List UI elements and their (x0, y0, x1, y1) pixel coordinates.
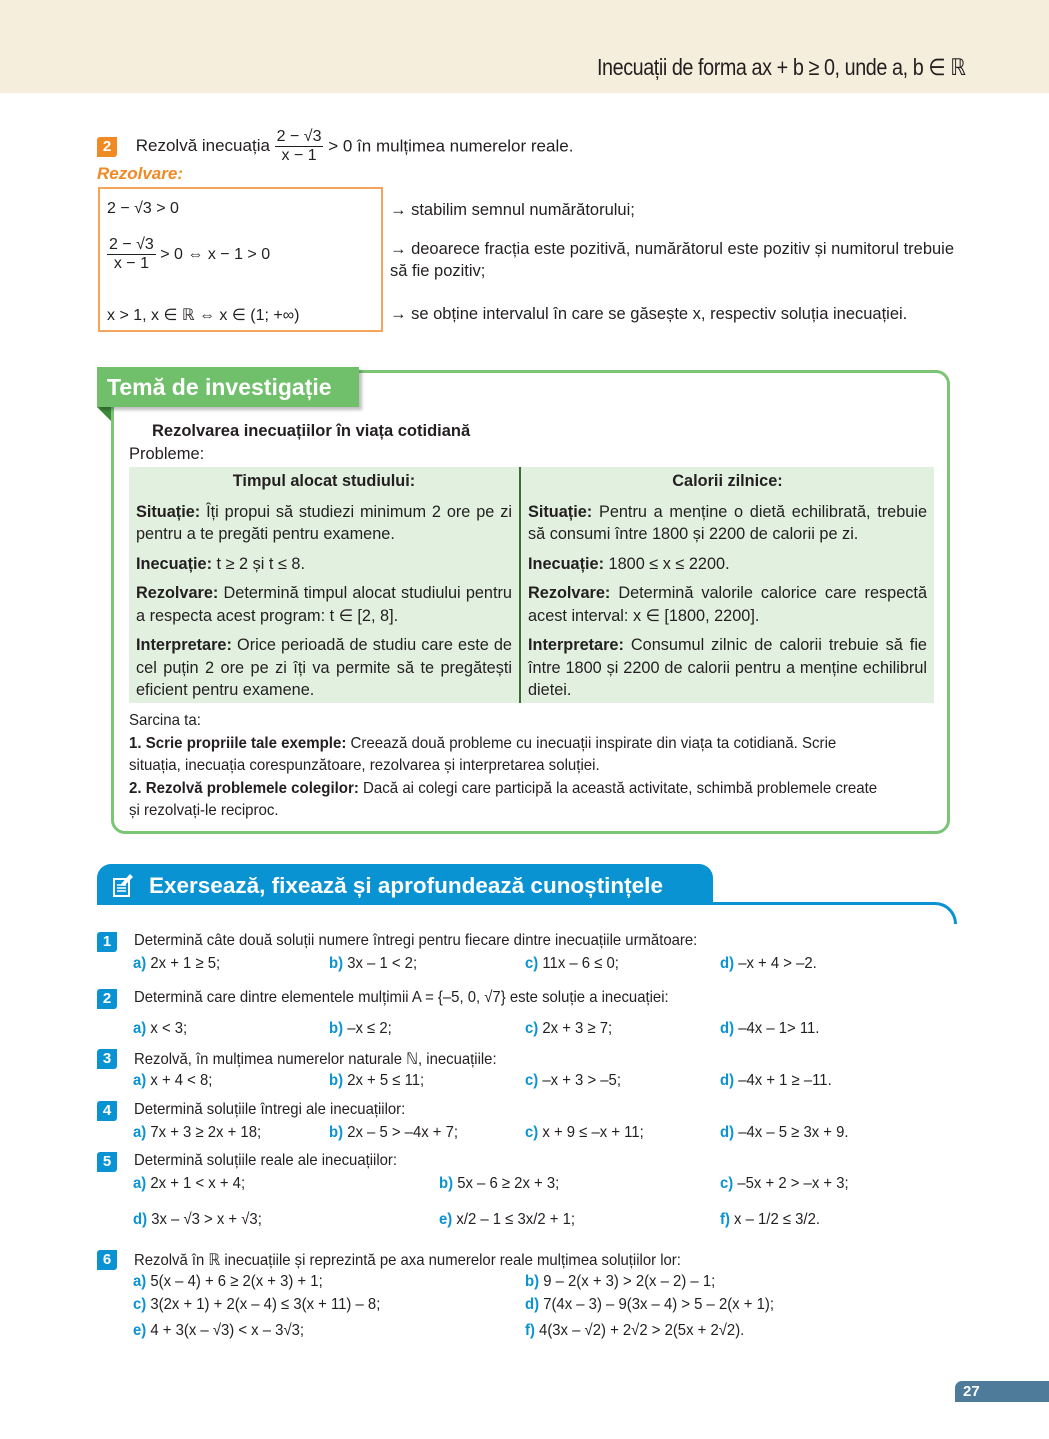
chapter-title: Inecuații de forma ax + b ≥ 0, unde a, b ∈ ℝ (596, 54, 965, 80)
problem-column-study (129, 467, 519, 703)
task-2: 2. Rezolvă problemele colegilor: Dacă ai colegi care participă la această activitate, schimbă problemele create și rezolvați-le reciproc. (129, 779, 878, 819)
situatie: Situație: Pentru a menține o dietă echilibrată, trebuie să consumi între 1800 și 2200 de calorii pe zi. (528, 502, 928, 543)
exercise-number-badge: 6 (97, 1250, 117, 1270)
exercise-item: d) 7(4x – 3) – 9(3x – 4) > 5 – 2(x + 1); (525, 1296, 774, 1313)
exercise-1: 1 Determină câte două soluții numere întregi pentru fiecare dintre inecuațiile următoare: (97, 932, 117, 952)
exercise-item: b) 3x – 1 < 2; (329, 955, 418, 972)
exercise-item: a) 2x + 1 < x + 4; (133, 1175, 246, 1192)
exercise-item: c) x + 9 ≤ –x + 11; (525, 1124, 644, 1141)
exercise-item: b) 9 – 2(x + 3) > 2(x – 2) – 1; (525, 1273, 716, 1290)
solution-step-1: 2 − √3 > 0 (107, 200, 179, 217)
solution-step-3: x > 1, x ∈ ℝ ⇔ x ∈ (1; +∞) (107, 307, 300, 324)
step-note-1: → stabilim semnul numărătorului; (390, 201, 635, 219)
exercise-item: b) 5x – 6 ≥ 2x + 3; (439, 1175, 560, 1192)
exercise-item: a) x < 3; (133, 1020, 188, 1037)
exercise-item: d) –4x – 1> 11. (720, 1020, 820, 1037)
investigation-subtitle: Rezolvarea inecuațiilor în viața cotidiană (152, 422, 471, 440)
rezolvare: Rezolvare: Determină valorile calorice care respectă acest interval: x ∈ [1800, 2200]. (528, 584, 927, 625)
solution-step-2: $\frac{2 - √3}{x - 1}$ > 0 ⇔ x − 1 > 0 (109, 236, 271, 273)
exercise-item: d) –x + 4 > –2. (720, 955, 817, 972)
exercise-6: 6 Rezolvă în ℝ inecuațiile și reprezintă pe axa numerelor reale mulțimea soluțiilor lor: (97, 1250, 117, 1270)
exercise-number-badge: 2 (97, 989, 117, 1009)
exercise-item: a) 5(x – 4) + 6 ≥ 2(x + 3) + 1; (133, 1273, 323, 1290)
exercise-item: d) 3x – √3 > x + √3; (133, 1211, 262, 1228)
exercise-item: a) 7x + 3 ≥ 2x + 18; (133, 1124, 262, 1141)
column-heading: Timpul alocat studiului: (232, 472, 416, 490)
column-heading: Calorii zilnice: (672, 472, 783, 490)
exercise-2: 2 Determină care dintre elementele mulțimii A = {–5, 0, √7} este soluție a inecuației: (97, 989, 117, 1009)
tab-fold (97, 407, 111, 421)
exercise-item: c) 3(2x + 1) + 2(x – 4) ≤ 3(x + 11) – 8; (133, 1296, 381, 1313)
exercise-item: c) –x + 3 > –5; (525, 1072, 621, 1089)
exercise-5: 5 Determină soluțiile reale ale inecuațiilor: (97, 1152, 117, 1172)
exercise-item: b) 2x + 5 ≤ 11; (329, 1072, 425, 1089)
inecuatie: Inecuație: 1800 ≤ x ≤ 2200. (528, 554, 730, 573)
exercise-item: a) x + 4 < 8; (133, 1072, 213, 1089)
exercise-item: c) 2x + 3 ≥ 7; (525, 1020, 613, 1037)
example-number-badge: 2 (97, 137, 117, 157)
exercise-item: b) 2x – 5 > –4x + 7; (329, 1124, 459, 1141)
page-header (0, 0, 1049, 93)
exercise-item: e) x/2 – 1 ≤ 3x/2 + 1; (439, 1211, 575, 1228)
exercise-number-badge: 1 (97, 932, 117, 952)
inecuatie: Inecuație: t ≥ 2 și t ≤ 8. (136, 554, 305, 573)
question-prefix: Rezolvă inecuația (135, 136, 270, 156)
rezolvare: Rezolvare: Determină timpul alocat studiului pentru a respecta acest program: t ∈ [2, 8]. (136, 584, 512, 625)
probleme-label: Probleme: (129, 445, 205, 463)
exercise-item: f) 4(3x – √2) + 2√2 > 2(5x + 2√2). (525, 1322, 745, 1339)
example-2-question (97, 128, 573, 166)
exercise-item: c) –5x + 2 > –x + 3; (720, 1175, 849, 1192)
exercise-number-badge: 4 (97, 1101, 117, 1121)
exercise-number-badge: 3 (97, 1049, 117, 1069)
exercise-number-badge: 5 (97, 1152, 117, 1172)
task-1: 1. Scrie propriile tale exemple: Creează două probleme cu inecuații inspirate din viața ta cotidiană. Scrie situația, inecuația corespunzătoare, rezolvarea și interpretarea soluției. (129, 734, 837, 774)
exercise-item: c) 11x – 6 ≤ 0; (525, 955, 619, 972)
problem-column-calories (519, 467, 934, 703)
interpretare: Interpretare: Consumul zilnic de calorii trebuie să fie între 1800 și 2200 de calorii pentru a menține echilibrul dietei. (528, 636, 927, 699)
exercise-item: f) x – 1/2 ≤ 3/2. (720, 1211, 820, 1228)
rezolvare-label: Rezolvare: (97, 164, 183, 183)
page-number: 27 (955, 1381, 1049, 1402)
exercises-section-title: Exersează, fixează și aprofundează cunoștințele (97, 864, 713, 905)
exercise-4: 4 Determină soluțiile întregi ale inecuațiilor: (97, 1101, 117, 1121)
investigation-tab-title: Temă de investigație (97, 367, 359, 407)
exercise-3: 3 Rezolvă, în mulțimea numerelor naturale ℕ, inecuațiile: (97, 1049, 117, 1069)
situatie: Situație: Îți propui să studiezi minimum 2 ore pe zi pentru a te pregăti pentru examene. (136, 502, 512, 543)
problems-table (129, 467, 934, 703)
question-suffix: > 0 în mulțimea numerelor reale. (328, 136, 574, 156)
task-section (129, 710, 890, 823)
exercise-item: e) 4 + 3(x – √3) < x – 3√3; (133, 1322, 305, 1339)
notepad-pencil-icon (113, 873, 133, 897)
section-underline-curve (925, 902, 957, 924)
sarcina-label: Sarcina ta: (129, 712, 201, 729)
exercise-item: a) 2x + 1 ≥ 5; (133, 955, 221, 972)
interpretare: Interpretare: Orice perioadă de studiu care este de cel puțin 2 ore pe zi îți va permite să te pregătești eficient pentru examene. (136, 636, 512, 699)
step-note-3: → se obține intervalul în care se găsește x, respectiv soluția inecuației. (390, 305, 908, 323)
exercise-item: d) –4x – 5 ≥ 3x + 9. (720, 1124, 849, 1141)
exercise-item: b) –x ≤ 2; (329, 1020, 392, 1037)
question-fraction: $\frac{2 - √3}{x - 1}$ (276, 128, 322, 165)
step-note-2: → deoarece fracția este pozitivă, numărătorul este pozitiv și numitorul trebuie să fie pozitiv; (390, 240, 955, 280)
exercise-item: d) –4x + 1 ≥ –11. (720, 1072, 832, 1089)
